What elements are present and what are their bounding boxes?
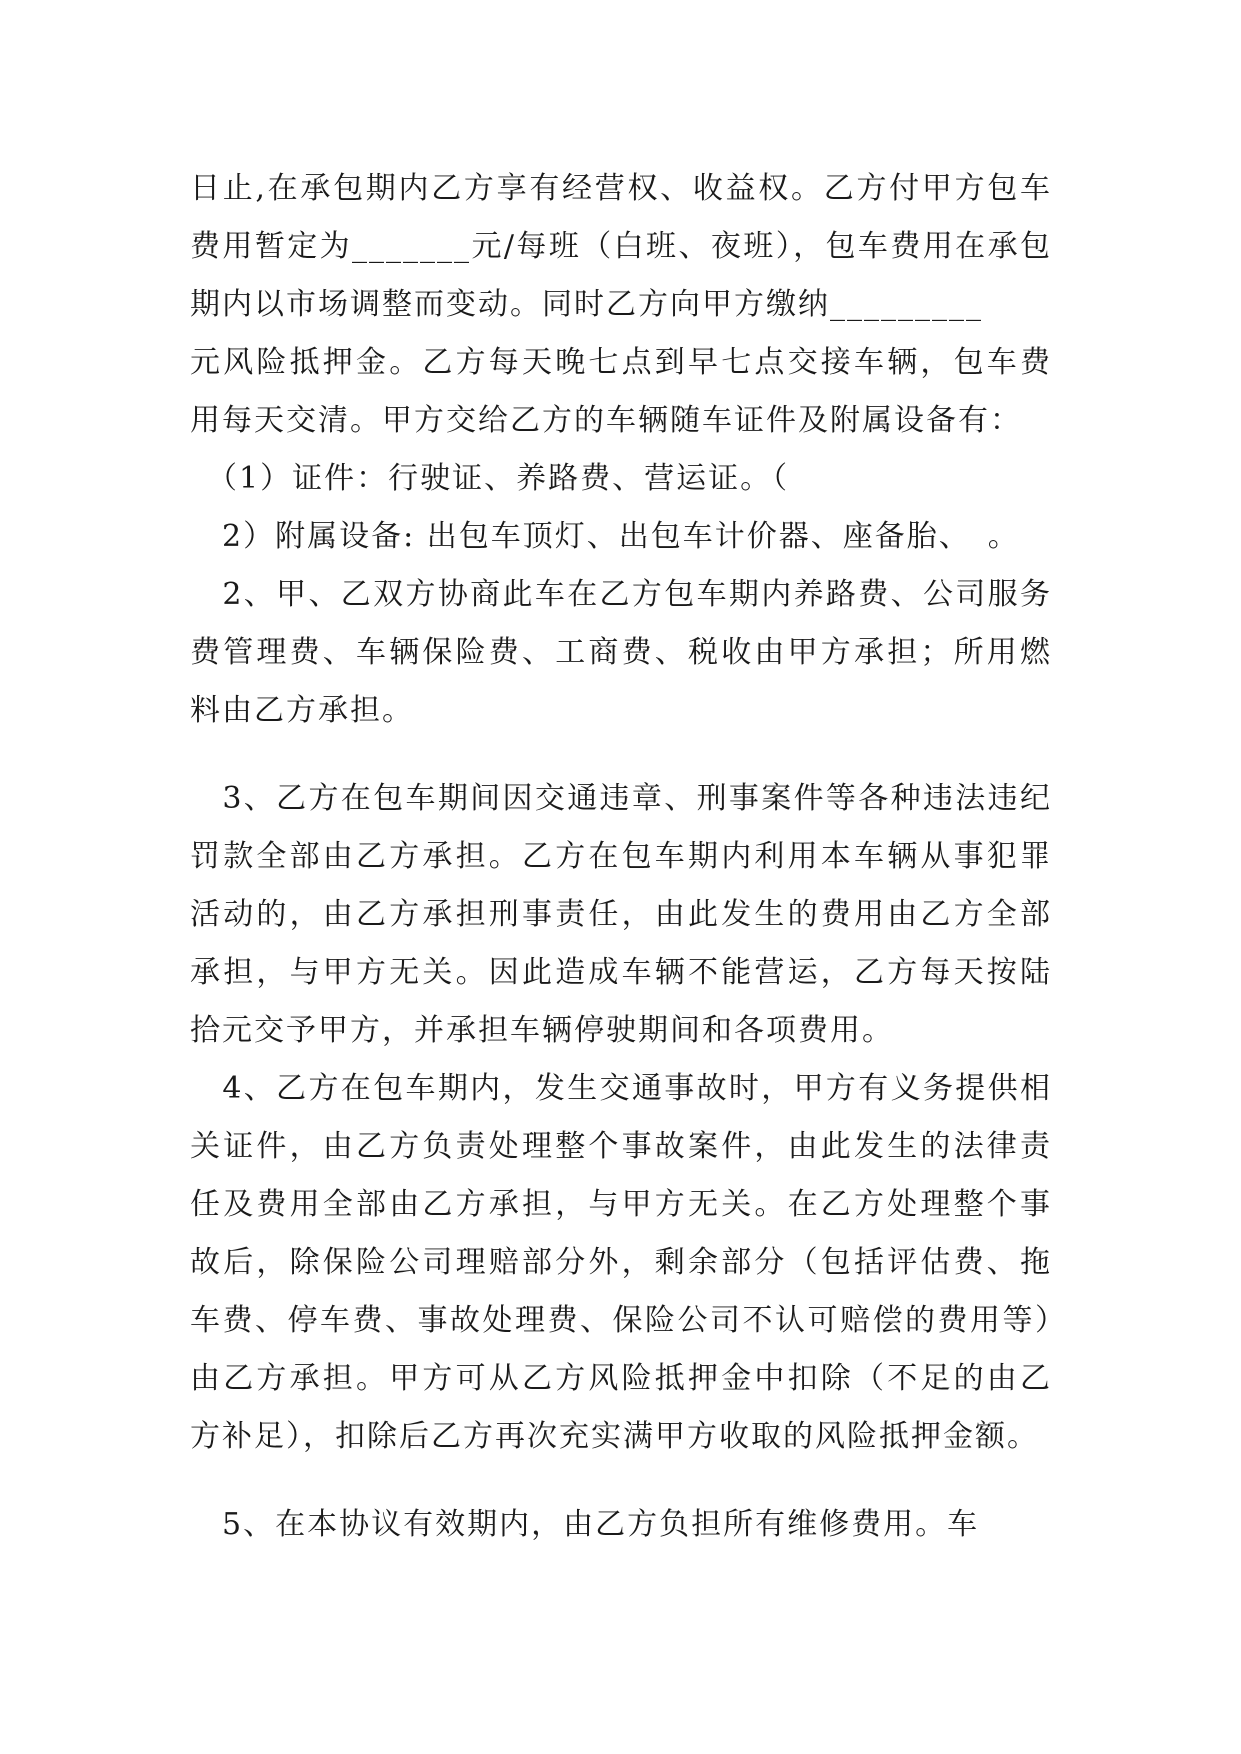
paragraph-spacer	[190, 740, 1052, 770]
paragraph-clause-4: 4、乙方在包车期内，发生交通事故时，甲方有义务提供相关证件，由乙方负责处理整个事故案件，由此发生的法律责任及费用全部由乙方承担，与甲方无关。在乙方处理整个事故后，除保险公司理赔部分外，剩余部分（包括评估费、拖车费、停车费、事故处理费、保险公司不认可赔偿的费用等）由乙方承担。甲方可从乙方风险抵押金中扣除（不足的由乙方补足），扣除后乙方再次充实满甲方收取的风险抵押金额。	[190, 1071, 1052, 1454]
paragraph-certificates: （1）证件：行驶证、养路费、营运证。（	[190, 461, 790, 496]
paragraph-equipment: 2）附属设备: 出包车顶灯、出包车计价器、座备胎、 。	[190, 519, 1020, 554]
paragraph-clause-3: 3、乙方在包车期间因交通违章、刑事案件等各种违法违纪罚款全部由乙方承担。乙方在包车期内利用本车辆从事犯罪活动的，由乙方承担刑事责任，由此发生的费用由乙方全部承担，与甲方无关。因此造成车辆不能营运，乙方每天按陆拾元交予甲方，并承担车辆停驶期间和各项费用。	[190, 781, 1052, 1048]
paragraph-clause-2: 2、甲、乙双方协商此车在乙方包车期内养路费、公司服务费管理费、车辆保险费、工商费、税收由甲方承担；所用燃料由乙方承担。	[190, 577, 1052, 728]
document-body	[190, 160, 1052, 1554]
paragraph-spacer	[190, 1466, 1052, 1496]
paragraph-contract-fee: 日止,在承包期内乙方享有经营权、收益权。乙方付甲方包车费用暂定为_______元/每班（白班、夜班），包车费用在承包期内以市场调整而变动。同时乙方向甲方缴纳_________	[190, 171, 1052, 322]
paragraph-clause-5: 5、在本协议有效期内，由乙方负担所有维修费用。车	[190, 1507, 980, 1542]
paragraph-deposit-handover: 元风险抵押金。乙方每天晚七点到早七点交接车辆，包车费用每天交清。甲方交给乙方的车辆随车证件及附属设备有：	[190, 345, 1052, 438]
